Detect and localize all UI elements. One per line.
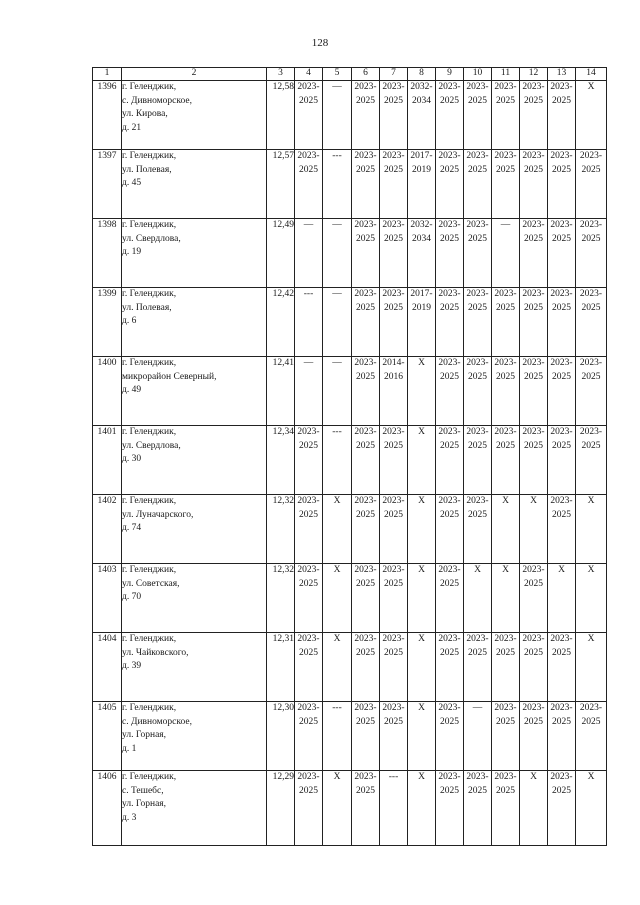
address-cell <box>122 357 267 426</box>
address-cell <box>122 702 267 771</box>
column-header: 4 <box>295 68 323 81</box>
period-cell: 2023- 2025 <box>380 81 408 150</box>
address-line: г. Геленджик, <box>122 358 177 368</box>
address-line: д. 30 <box>122 454 142 464</box>
period-cell: 2023- 2025 <box>548 771 576 846</box>
period-cell: 2023- 2025 <box>464 426 492 495</box>
period-cell: --- <box>323 150 352 219</box>
row-number: 1397 <box>93 150 122 219</box>
address-line: ул. Советская, <box>122 578 180 589</box>
period-cell: 2023- 2025 <box>295 564 323 633</box>
column-numbers-row <box>93 68 607 81</box>
period-cell: — <box>295 219 323 288</box>
period-cell: 2023- 2025 <box>520 564 548 633</box>
period-cell: 2023- 2025 <box>352 81 380 150</box>
period-cell: X <box>576 81 607 150</box>
column-header: 9 <box>436 68 464 81</box>
period-cell: 2023- 2025 <box>436 771 464 846</box>
period-cell: — <box>323 357 352 426</box>
row-number: 1403 <box>93 564 122 633</box>
period-cell: X <box>548 564 576 633</box>
period-cell: 2032- 2034 <box>408 219 436 288</box>
period-cell: 2023- 2025 <box>520 702 548 771</box>
period-cell: 2023- 2025 <box>576 426 607 495</box>
period-cell: 2023- 2025 <box>520 288 548 357</box>
column-header: 7 <box>380 68 408 81</box>
period-cell: 2023- 2025 <box>436 426 464 495</box>
value-cell: 12,41 <box>267 357 295 426</box>
period-cell: 2023- 2025 <box>295 633 323 702</box>
address-cell <box>122 288 267 357</box>
period-cell: 2017- 2019 <box>408 288 436 357</box>
period-cell: 2023- 2025 <box>436 150 464 219</box>
period-cell: — <box>323 219 352 288</box>
address-line: д. 21 <box>122 122 142 133</box>
period-cell: X <box>576 633 607 702</box>
period-cell: X <box>408 771 436 846</box>
table-row <box>93 771 607 846</box>
value-cell: 12,32 <box>267 495 295 564</box>
period-cell: 2023- 2025 <box>464 81 492 150</box>
period-cell: 2023- 2025 <box>380 564 408 633</box>
period-cell: 2023- 2025 <box>380 219 408 288</box>
period-cell: — <box>295 357 323 426</box>
period-cell: 2023- 2025 <box>576 150 607 219</box>
period-cell: 2023- 2025 <box>492 81 520 150</box>
period-cell: 2023- 2025 <box>548 426 576 495</box>
period-cell: X <box>408 633 436 702</box>
address-line: д. 49 <box>122 385 142 395</box>
address-line: д. 1 <box>122 743 137 754</box>
address-cell <box>122 150 267 219</box>
period-cell: 2023- 2025 <box>380 702 408 771</box>
period-cell: 2023- 2025 <box>352 357 380 426</box>
value-cell: 12,31 <box>267 633 295 702</box>
address-line: ул. Кирова, <box>122 109 168 119</box>
period-cell: X <box>520 495 548 564</box>
address-cell <box>122 426 267 495</box>
period-cell: 2023- 2025 <box>352 150 380 219</box>
period-cell: 2023- 2025 <box>520 81 548 150</box>
table-row <box>93 495 607 564</box>
period-cell: 2023- 2025 <box>548 288 576 357</box>
period-cell: 2023- 2025 <box>295 495 323 564</box>
period-cell: 2023- 2025 <box>548 702 576 771</box>
table-row <box>93 219 607 288</box>
column-header: 11 <box>492 68 520 81</box>
period-cell: 2023- 2025 <box>520 357 548 426</box>
table-row <box>93 426 607 495</box>
period-cell: 2023- 2025 <box>548 357 576 426</box>
period-cell: X <box>576 495 607 564</box>
period-cell: X <box>408 426 436 495</box>
address-line: г. Геленджик, <box>122 289 177 299</box>
period-cell: X <box>408 357 436 426</box>
period-cell: X <box>323 495 352 564</box>
address-cell <box>122 81 267 150</box>
column-header: 10 <box>464 68 492 81</box>
period-cell: 2023- 2025 <box>352 771 380 846</box>
period-cell: 2023- 2025 <box>380 495 408 564</box>
period-cell: 2023- 2025 <box>295 150 323 219</box>
period-cell: 2023- 2025 <box>492 150 520 219</box>
address-line: ул. Свердлова, <box>122 233 181 244</box>
period-cell: X <box>576 564 607 633</box>
column-header: 8 <box>408 68 436 81</box>
table-row <box>93 564 607 633</box>
column-header: 3 <box>267 68 295 81</box>
table-body <box>93 81 607 846</box>
period-cell: 2023- 2025 <box>464 633 492 702</box>
period-cell: X <box>520 771 548 846</box>
row-number: 1405 <box>93 702 122 771</box>
address-line: г. Геленджик, <box>122 565 177 575</box>
period-cell: 2023- 2025 <box>548 633 576 702</box>
address-cell <box>122 495 267 564</box>
period-cell: --- <box>380 771 408 846</box>
address-line: д. 70 <box>122 592 142 602</box>
period-cell: X <box>408 564 436 633</box>
period-cell: X <box>323 564 352 633</box>
address-line: ул. Полевая, <box>122 164 172 175</box>
register-table <box>92 67 607 846</box>
period-cell: 2023- 2025 <box>436 633 464 702</box>
period-cell: 2023- 2025 <box>352 288 380 357</box>
address-line: с. Дивноморское, <box>122 716 192 727</box>
row-number: 1404 <box>93 633 122 702</box>
period-cell: X <box>492 495 520 564</box>
row-number: 1406 <box>93 771 122 846</box>
row-number: 1396 <box>93 81 122 150</box>
row-number: 1398 <box>93 219 122 288</box>
period-cell: 2023- 2025 <box>352 702 380 771</box>
address-cell <box>122 219 267 288</box>
period-cell: 2023- 2025 <box>436 288 464 357</box>
period-cell: 2023- 2025 <box>352 564 380 633</box>
address-line: с. Тешебс, <box>122 785 164 796</box>
address-line: с. Дивноморское, <box>122 95 192 106</box>
column-header: 14 <box>576 68 607 81</box>
period-cell: 2023- 2025 <box>380 633 408 702</box>
period-cell: 2023- 2025 <box>352 426 380 495</box>
value-cell: 12,49 <box>267 219 295 288</box>
period-cell: 2023- 2025 <box>492 288 520 357</box>
column-header: 12 <box>520 68 548 81</box>
address-line: г. Геленджик, <box>122 496 177 506</box>
address-line: д. 3 <box>122 812 137 823</box>
address-line: д. 45 <box>122 178 142 188</box>
value-cell: 12,34 <box>267 426 295 495</box>
period-cell: 2023- 2025 <box>464 357 492 426</box>
period-cell: 2023- 2025 <box>352 495 380 564</box>
address-line: ул. Горная, <box>122 799 167 809</box>
period-cell: X <box>464 564 492 633</box>
period-cell: 2023- 2025 <box>520 426 548 495</box>
period-cell: 2014- 2016 <box>380 357 408 426</box>
address-line: г. Геленджик, <box>122 82 177 92</box>
period-cell: X <box>323 633 352 702</box>
period-cell: — <box>464 702 492 771</box>
period-cell: X <box>408 702 436 771</box>
period-cell: 2023- 2025 <box>520 633 548 702</box>
column-header: 1 <box>93 68 122 81</box>
row-number: 1400 <box>93 357 122 426</box>
period-cell: 2023- 2025 <box>464 219 492 288</box>
period-cell: 2023- 2025 <box>436 495 464 564</box>
address-line: г. Геленджик, <box>122 703 177 713</box>
period-cell: 2023- 2025 <box>464 771 492 846</box>
value-cell: 12,42 <box>267 288 295 357</box>
period-cell: --- <box>323 426 352 495</box>
period-cell: 2023- 2025 <box>492 357 520 426</box>
period-cell: 2023- 2025 <box>295 702 323 771</box>
period-cell: X <box>408 495 436 564</box>
period-cell: — <box>492 219 520 288</box>
value-cell: 12,30 <box>267 702 295 771</box>
period-cell: 2023- 2025 <box>520 219 548 288</box>
period-cell: 2017- 2019 <box>408 150 436 219</box>
value-cell: 12,32 <box>267 564 295 633</box>
period-cell: --- <box>295 288 323 357</box>
table-row <box>93 81 607 150</box>
address-line: ул. Полевая, <box>122 302 172 313</box>
period-cell: 2023- 2025 <box>492 702 520 771</box>
period-cell: --- <box>323 702 352 771</box>
address-line: д. 39 <box>122 661 142 671</box>
table-row <box>93 702 607 771</box>
period-cell: 2023- 2025 <box>576 288 607 357</box>
period-cell: — <box>323 81 352 150</box>
period-cell: — <box>323 288 352 357</box>
address-cell <box>122 633 267 702</box>
period-cell: 2023- 2025 <box>295 81 323 150</box>
period-cell: 2023- 2025 <box>576 702 607 771</box>
column-header: 2 <box>122 68 267 81</box>
period-cell: 2023- 2025 <box>352 219 380 288</box>
period-cell: 2023- 2025 <box>352 633 380 702</box>
period-cell: 2023- 2025 <box>492 633 520 702</box>
table-row <box>93 357 607 426</box>
table-row <box>93 633 607 702</box>
period-cell: 2023- 2025 <box>380 150 408 219</box>
period-cell: 2023- 2025 <box>464 288 492 357</box>
address-line: д. 74 <box>122 523 142 533</box>
value-cell: 12,29 <box>267 771 295 846</box>
period-cell: 2023- 2025 <box>520 150 548 219</box>
period-cell: X <box>492 564 520 633</box>
period-cell: 2023- 2025 <box>548 495 576 564</box>
value-cell: 12,57 <box>267 150 295 219</box>
period-cell: 2023- 2025 <box>464 495 492 564</box>
period-cell: 2023- 2025 <box>436 357 464 426</box>
address-line: г. Геленджик, <box>122 634 177 644</box>
period-cell: X <box>323 771 352 846</box>
row-number: 1399 <box>93 288 122 357</box>
address-line: д. 6 <box>122 316 137 326</box>
row-number: 1402 <box>93 495 122 564</box>
address-line: г. Геленджик, <box>122 151 177 161</box>
period-cell: 2023- 2025 <box>576 357 607 426</box>
period-cell: 2023- 2025 <box>380 426 408 495</box>
period-cell: 2023- 2025 <box>492 771 520 846</box>
value-cell: 12,58 <box>267 81 295 150</box>
period-cell: 2023- 2025 <box>436 219 464 288</box>
address-line: г. Геленджик, <box>122 427 177 437</box>
address-line: ул. Луначарского, <box>122 509 194 520</box>
address-line: г. Геленджик, <box>122 220 177 230</box>
address-line: ул. Чайковского, <box>122 647 189 658</box>
address-cell <box>122 564 267 633</box>
column-header: 5 <box>323 68 352 81</box>
period-cell: 2023- 2025 <box>548 150 576 219</box>
address-line: микрорайон Северный, <box>122 371 217 382</box>
table-row <box>93 288 607 357</box>
period-cell: 2032- 2034 <box>408 81 436 150</box>
column-header: 13 <box>548 68 576 81</box>
address-line: ул. Горная, <box>122 730 167 740</box>
column-header: 6 <box>352 68 380 81</box>
period-cell: 2023- 2025 <box>436 81 464 150</box>
period-cell: 2023- 2025 <box>436 702 464 771</box>
page-number: 128 <box>311 37 329 49</box>
table-row <box>93 150 607 219</box>
period-cell: 2023- 2025 <box>295 771 323 846</box>
period-cell: X <box>576 771 607 846</box>
period-cell: 2023- 2025 <box>436 564 464 633</box>
period-cell: 2023- 2025 <box>492 426 520 495</box>
address-line: ул. Свердлова, <box>122 440 181 451</box>
address-line: д. 19 <box>122 247 142 257</box>
address-cell <box>122 771 267 846</box>
address-line: г. Геленджик, <box>122 772 177 782</box>
row-number: 1401 <box>93 426 122 495</box>
period-cell: 2023- 2025 <box>295 426 323 495</box>
period-cell: 2023- 2025 <box>548 81 576 150</box>
period-cell: 2023- 2025 <box>380 288 408 357</box>
period-cell: 2023- 2025 <box>576 219 607 288</box>
period-cell: 2023- 2025 <box>548 219 576 288</box>
period-cell: 2023- 2025 <box>464 150 492 219</box>
